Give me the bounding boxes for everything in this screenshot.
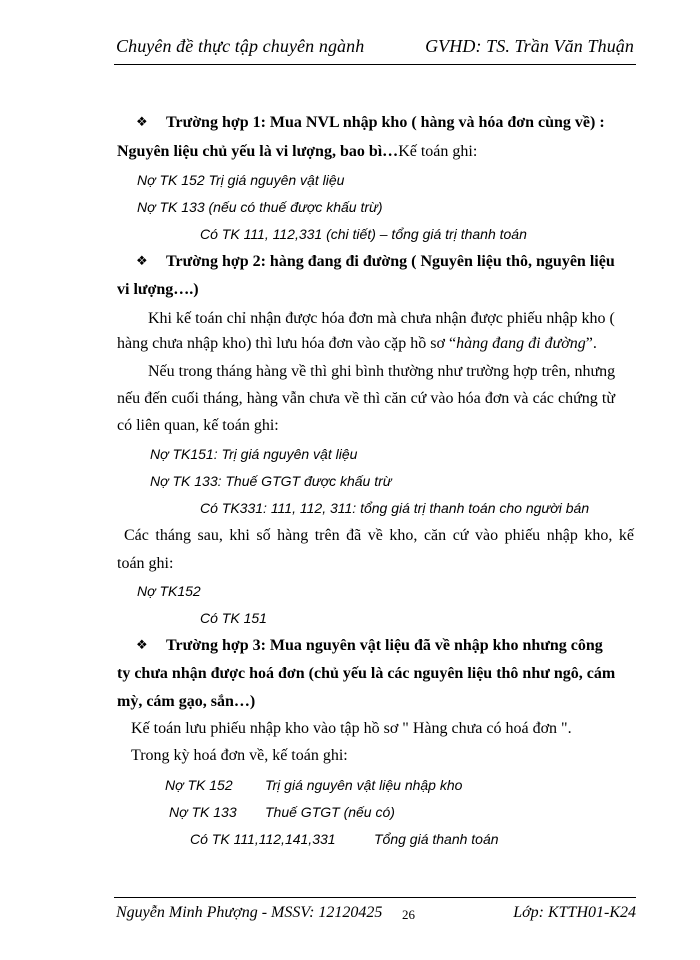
case3-e3-desc: Tổng giá thanh toán xyxy=(374,831,499,847)
case1-subheading-bold: Nguyên liệu chủ yếu là vi lượng, bao bì… xyxy=(117,143,399,160)
header-rule xyxy=(114,64,636,65)
case2-para2-line1: Nếu trong tháng hàng về thì ghi bình thường như trường hợp trên, nhưng xyxy=(148,363,616,380)
case2-entry-debit-133: Nợ TK 133: Thuế GTGT được khấu trừ xyxy=(150,473,392,489)
case1-heading: Trường hợp 1: Mua NVL nhập kho ( hàng và hóa đơn cùng về) : xyxy=(166,114,605,131)
case1-subheading-rest: Kế toán ghi: xyxy=(398,143,478,160)
case1-entry-debit-133: Nợ TK 133 (nếu có thuế được khấu trừ) xyxy=(137,199,383,215)
case3-e2-desc: Thuế GTGT (nếu có) xyxy=(265,804,395,820)
case2-entry-debit-151: Nợ TK151: Trị giá nguyên vật liệu xyxy=(150,446,358,462)
case2-para1-line1: Khi kế toán chỉ nhận được hóa đơn mà chưa nhận được phiếu nhập kho ( xyxy=(148,310,615,327)
case2-heading-cont: vi lượng….) xyxy=(117,281,199,298)
case2-para1-italic: hàng đang đi đường xyxy=(456,335,586,352)
bullet-icon: ❖ xyxy=(136,638,148,653)
case3-e1-account: Nợ TK 152 xyxy=(165,777,233,793)
case3-heading: Trường hợp 3: Mua nguyên vật liệu đã về nhập kho nhưng công xyxy=(166,637,603,654)
case2-para3-line2: toán ghi: xyxy=(117,555,174,572)
case3-e1-desc: Trị giá nguyên vật liệu nhập kho xyxy=(265,777,463,793)
case3-e2-account: Nợ TK 133 xyxy=(169,804,237,820)
case2-para1-end: ”. xyxy=(585,335,597,352)
bullet-icon: ❖ xyxy=(136,115,148,130)
case3-heading-cont1: ty chưa nhận được hoá đơn (chủ yếu là các nguyên liệu thô như ngô, cám xyxy=(117,665,616,682)
case2-para3-line1: Các tháng sau, khi số hàng trên đã về kho, căn cứ vào phiếu nhập kho, kế xyxy=(124,527,634,544)
case3-para1-line2: Trong kỳ hoá đơn về, kế toán ghi: xyxy=(131,747,348,764)
header-advisor: GVHD: TS. Trần Văn Thuận xyxy=(425,36,634,56)
case3-para1-line1: Kế toán lưu phiếu nhập kho vào tập hồ sơ " Hàng chưa có hoá đơn ". xyxy=(131,720,572,737)
case2-para1-line2 xyxy=(117,334,597,354)
case2-entry-credit-331: Có TK331: 111, 112, 311: tổng giá trị thanh toán cho người bán xyxy=(200,500,590,516)
header-title: Chuyên đề thực tập chuyên ngành xyxy=(116,36,365,56)
case2-entry-credit-151: Có TK 151 xyxy=(200,610,267,626)
case3-e3-account: Có TK 111,112,141,331 xyxy=(190,831,336,847)
page-number: 26 xyxy=(402,907,415,922)
case2-para2-line3: có liên quan, kế toán ghi: xyxy=(117,417,279,434)
case2-entry-debit-152: Nợ TK152 xyxy=(137,583,201,599)
case2-para1-text: hàng chưa nhập kho) thì lưu hóa đơn vào cặp hồ sơ “ xyxy=(117,335,457,352)
case2-para2-line2: nếu đến cuối tháng, hàng vẫn chưa về thì căn cứ vào hóa đơn và các chứng từ xyxy=(117,390,615,407)
bullet-icon: ❖ xyxy=(136,254,148,269)
case1-entry-credit: Có TK 111, 112,331 (chi tiết) – tổng giá trị thanh toán xyxy=(200,226,527,242)
footer-rule xyxy=(114,897,636,898)
case1-subheading xyxy=(117,142,477,162)
footer-class: Lớp: KTTH01-K24 xyxy=(513,904,636,921)
case1-entry-debit-152: Nợ TK 152 Trị giá nguyên vật liệu xyxy=(137,172,345,188)
case3-heading-cont2: mỳ, cám gạo, sắn…) xyxy=(117,693,256,710)
case2-heading: Trường hợp 2: hàng đang đi đường ( Nguyên liệu thô, nguyên liệu xyxy=(166,253,615,270)
footer-author: Nguyễn Minh Phượng - MSSV: 12120425 xyxy=(116,904,383,921)
